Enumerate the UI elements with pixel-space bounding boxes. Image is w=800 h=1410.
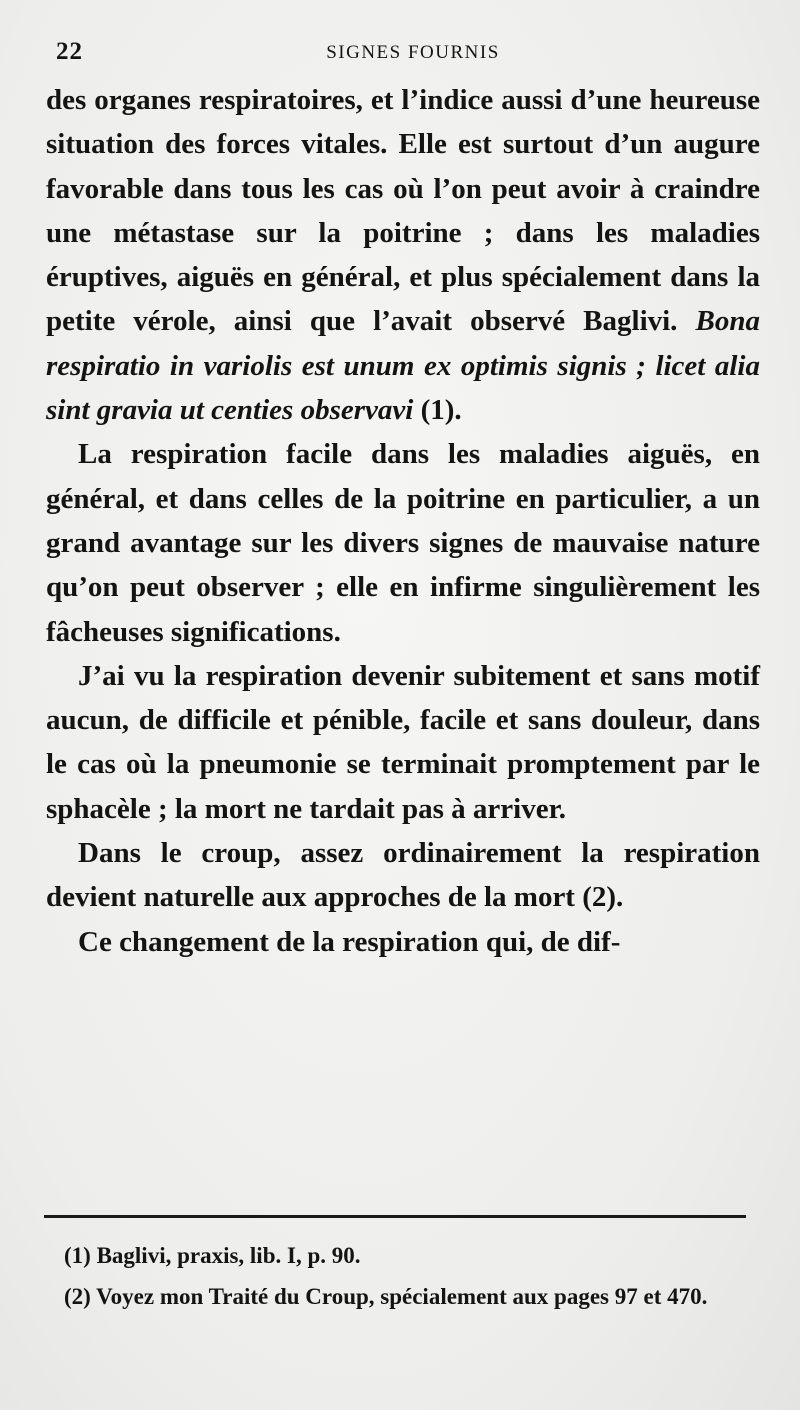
footnote-2: (2) Voyez mon Traité du Croup, spécialement aux pages 97 et 470. — [64, 1284, 708, 1309]
running-head: SIGNES FOURNIS — [326, 42, 500, 63]
latin-quotation: Bona respiratio in variolis est unum ex optimis signis ; licet alia sint gravia ut centies observavi — [46, 305, 760, 427]
paragraph-3: J’ai vu la respiration devenir subitement et sans motif aucun, de difficile et pénible, facile et sans douleur, dans le cas où la pneumonie se terminait promptement par le sphacèle ; la mort ne tardait pas à arriver. — [46, 659, 760, 825]
paragraph-1 — [46, 78, 760, 432]
paragraph-4: Dans le croup, assez ordinairement la respiration devient naturelle aux approches de la mort (2). — [46, 837, 760, 914]
footnote-divider — [44, 1215, 746, 1218]
footnote-1: (1) Baglivi, praxis, lib. I, p. 90. — [64, 1243, 361, 1268]
page-number: 22 — [56, 38, 83, 65]
footnotes — [46, 1238, 746, 1320]
body-text — [46, 78, 760, 964]
page-header — [56, 38, 740, 72]
paragraph-1-text: des organes respiratoires, et l’indice aussi d’une heureuse situation des forces vitales. Elle est surtout d’un augure favorable dans tous les cas où l’on peut avoir à craindre une métastase sur la poitrine ; dans les maladies éruptives, aiguës en général, et plus spécialement dans la petite vérole, ainsi que l’avait observé Baglivi. — [46, 84, 760, 338]
paragraph-5: Ce changement de la respiration qui, de dif- — [78, 925, 621, 958]
footnote-ref-1: (1). — [413, 394, 462, 427]
paragraph-2: La respiration facile dans les maladies aiguës, en général, et dans celles de la poitrine en particulier, a un grand avantage sur les divers signes de mauvaise nature qu’on peut observer ; elle en infirme singulièrement les fâcheuses significations. — [46, 438, 760, 648]
